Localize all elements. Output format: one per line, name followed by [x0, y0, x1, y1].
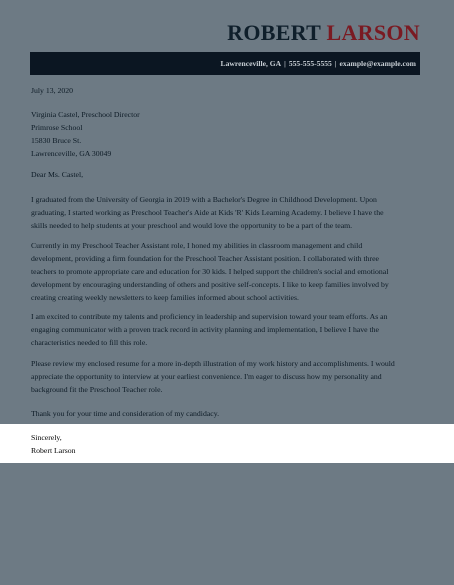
recipient-block	[31, 108, 421, 160]
contact-separator: |	[334, 59, 337, 68]
paragraph-2	[31, 239, 421, 304]
paragraph-line: characteristics needed to fill this role.	[31, 338, 148, 347]
paragraph-line: graduating, I started working as Preschool Teacher's Aide at Kids 'R' Kids Learning Academy. I believe I have the	[31, 208, 384, 217]
paragraph-line: teachers to promote appropriate care and education for 30 kids. I helped support the children's social and emotional	[31, 267, 389, 276]
paragraph-line: background fit the Preschool Teacher role.	[31, 385, 163, 394]
contact-city: Lawrenceville, GA	[220, 59, 282, 68]
last-name: LARSON	[326, 20, 420, 45]
paragraph-line: I am excited to contribute my talents and proficiency in leadership and supervision toward your team efforts. As an	[31, 312, 388, 321]
closing: Sincerely,	[31, 433, 62, 442]
thanks-line: Thank you for your time and consideration of my candidacy.	[31, 409, 220, 418]
paragraph-line: creating creating weekly newsletters to keep families informed about school activities.	[31, 293, 299, 302]
paragraph-1	[31, 193, 421, 232]
signoff-block	[31, 431, 76, 457]
paragraph-line: Currently in my Preschool Teacher Assistant role, I honed my abilities in classroom management and child	[31, 241, 363, 250]
paragraph-4	[31, 357, 421, 396]
contact-email: example@example.com	[339, 59, 416, 68]
paragraph-line: development by encouraging understanding of others and positive self-concepts. I like to keep families involved by	[31, 280, 389, 289]
recipient-city: Lawrenceville, GA 30049	[31, 149, 112, 158]
letter-date: July 13, 2020	[31, 86, 73, 95]
recipient-name: Virginia Castel, Preschool Director	[31, 110, 140, 119]
paragraph-line: skills needed to help students at your preschool and would love the opportunity to be a part of the team.	[31, 221, 353, 230]
paragraph-3	[31, 310, 421, 349]
paragraph-line: appreciate the opportunity to interview at your earliest convenience. I'm eager to discuss how my personality and	[31, 372, 382, 381]
recipient-company: Primrose School	[31, 123, 83, 132]
paragraph-line: engaging communicator with a proven track record in activity planning and implementation, I believe I have the	[31, 325, 379, 334]
contact-phone: 555-555-5555	[288, 59, 332, 68]
paragraph-line: Please review my enclosed resume for a more in-depth illustration of my work history and accomplishments. I would	[31, 359, 395, 368]
paragraph-line: I graduated from the University of Georgia in 2019 with a Bachelor's Degree in Childhood Development. Upon	[31, 195, 377, 204]
applicant-name	[227, 20, 420, 46]
salutation: Dear Ms. Castel,	[31, 170, 84, 179]
contact-bar	[30, 52, 420, 75]
paragraph-line: development, providing a firm foundation for the Preschool Teacher Assistant position. I collaborated with three	[31, 254, 379, 263]
first-name: ROBERT	[227, 20, 321, 45]
signature: Robert Larson	[31, 446, 76, 455]
contact-separator: |	[284, 59, 286, 68]
recipient-street: 15830 Bruce St.	[31, 136, 82, 145]
